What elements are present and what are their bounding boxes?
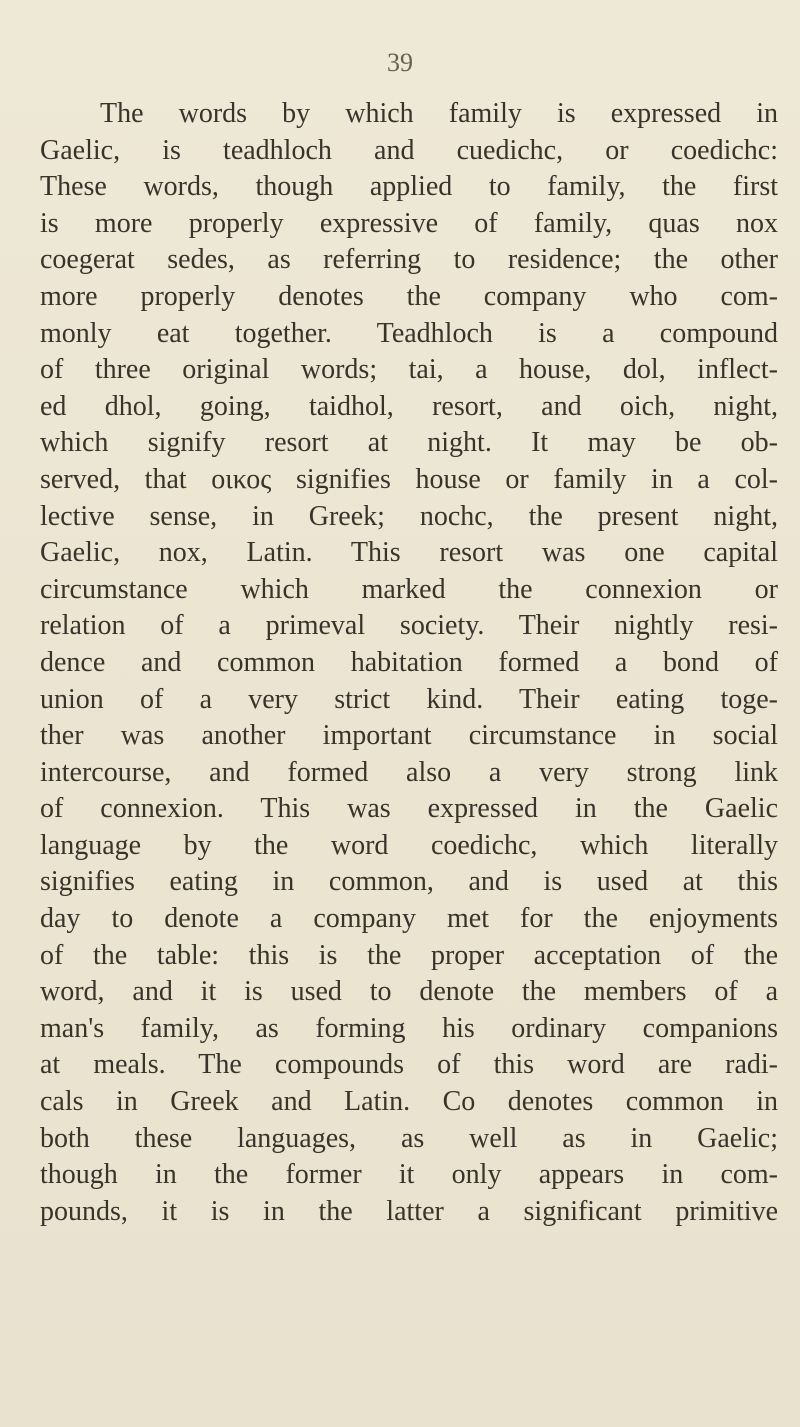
text-line: more properly denotes the company who com- [40, 280, 778, 312]
text-line: served, that οικος signifies house or family in a col- [40, 463, 778, 495]
text-line: day to denote a company met for the enjoyments [40, 903, 778, 935]
text-line: language by the word coedichc, which literally [40, 829, 778, 861]
text-line: both these languages, as well as in Gaelic; [40, 1122, 778, 1154]
text-line: of the table: this is the proper acceptation of the [40, 939, 778, 971]
text-line: union of a very strict kind. Their eating toge- [40, 683, 778, 715]
text-line: signifies eating in common, and is used at this [40, 866, 778, 898]
text-line: The words by which family is expressed in [100, 98, 778, 129]
page-number: 39 [387, 48, 413, 77]
text-line: man's family, as forming his ordinary companions [40, 1012, 778, 1044]
text-line: ed dhol, going, taidhol, resort, and oich, night, [40, 390, 778, 422]
text-line: at meals. The compounds of this word are radi- [40, 1049, 778, 1081]
text-line: cals in Greek and Latin. Co denotes common in [40, 1086, 778, 1118]
text-line: though in the former it only appears in com- [40, 1159, 778, 1191]
text-line: lective sense, in Greek; nochc, the present night, [40, 500, 778, 532]
text-line: pounds, it is in the latter a significant primitive [40, 1195, 778, 1227]
text-line: ther was another important circumstance in social [40, 720, 778, 752]
text-line: monly eat together. Teadhloch is a compound [40, 317, 778, 349]
text-line: Gaelic, nox, Latin. This resort was one capital [40, 537, 778, 569]
text-line: word, and it is used to denote the members of a [40, 976, 778, 1008]
text-line: coegerat sedes, as referring to residence; the other [40, 244, 778, 276]
body-text [40, 96, 778, 1230]
text-line: These words, though applied to family, the first [40, 171, 778, 203]
text-line: which signify resort at night. It may be ob- [40, 427, 778, 459]
text-line: circumstance which marked the connexion or [40, 573, 778, 605]
text-line: of connexion. This was expressed in the Gaelic [40, 793, 778, 825]
text-line: Gaelic, is teadhloch and cuedichc, or coedichc: [40, 134, 778, 166]
text-line: intercourse, and formed also a very strong link [40, 756, 778, 788]
text-line: dence and common habitation formed a bond of [40, 646, 778, 678]
text-line: relation of a primeval society. Their nightly resi- [40, 610, 778, 642]
text-line: is more properly expressive of family, quas nox [40, 207, 778, 239]
text-line: of three original words; tai, a house, dol, inflect- [40, 354, 778, 386]
